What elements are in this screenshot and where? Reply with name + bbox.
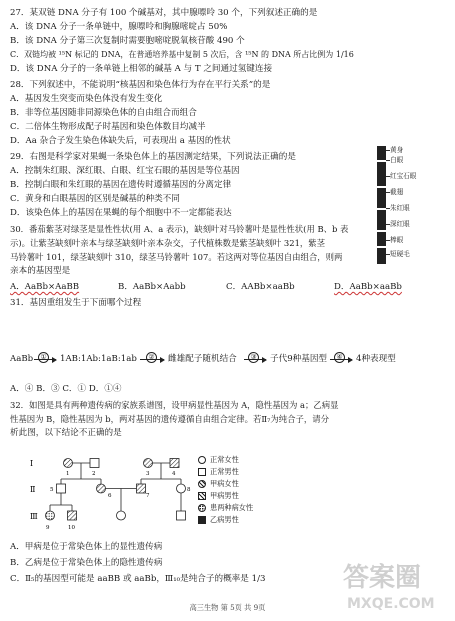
q27-stem: 27．某双链 DNA 分子有 100 个碱基对，其中腺嘌呤 30 个，下列叙述正确的是 [10,8,318,18]
q32-option-b: B．乙病是位于常染色体上的隐性遗传病 [10,558,163,568]
q29-stem: 29．右图是科学家对果蝇一条染色体上的基因测定结果，下列说法正确的是 [10,152,296,162]
q30-stem-line4: 亲本的基因型是 [10,266,71,276]
flow-step-number: ① [38,352,49,363]
q29-option-b: B．控制白眼和朱红眼的基因在遗传时遵循基因的分离定律 [10,180,232,190]
individual-5 [57,484,66,493]
q30-stem-line1: 30．番茄紫茎对绿茎是显性性状(用 A、a 表示)，缺刻叶对马铃薯叶是显性性状(用 B、b 表 [10,224,349,234]
svg-text:8: 8 [187,487,191,493]
individual-9 [46,511,55,520]
individual-child [177,511,186,520]
q29-option-d: D．该染色体上的基因在果蝇的每个细胞中不一定都能表达 [10,208,232,218]
normal-female-icon [198,456,206,464]
svg-text:6: 6 [108,493,112,499]
individual-6 [97,484,106,493]
chromosome-band [377,160,386,162]
svg-text:10: 10 [68,525,75,531]
gene-label: 深红眼 [390,220,410,228]
individual-4 [170,459,179,468]
flow-phenotypes: 4种表现型 [356,354,396,364]
svg-text:7: 7 [146,493,150,499]
q32-stem-line2: 性基因为 B，隐性基因为 b，两对基因的遗传遵循自由组合定律。若Ⅱ₇为纯合子，请分 [10,414,330,424]
chromosome-band [377,230,386,232]
generation-label: Ⅰ [30,459,34,468]
disease-a-male-icon [198,492,206,500]
svg-text:MXQE.COM: MXQE.COM [347,596,435,612]
q28-option-b: B．非等位基因随非同源染色体的自由组合而组合 [10,108,197,118]
chromosome-band [377,246,386,248]
chromosome-band [377,208,386,210]
individual-1 [64,459,73,468]
both-diseases-female-icon [198,504,206,512]
individual-2 [90,459,99,468]
generation-label: Ⅲ [30,512,38,521]
pedigree-legend: 正常女性 正常男性 甲病女性 甲病男性 患两种病女性 乙病男性 [198,455,318,535]
svg-text:3: 3 [146,471,150,477]
q31-options: A．④ B．③ C．① D．①④ [10,384,122,394]
flow-start: AaBb [10,354,34,364]
flow-step-number: ③ [248,352,259,363]
generation-label: Ⅱ [30,485,36,494]
svg-text:答案圈: 答案圈 [343,563,422,593]
q27-option-d: D．该 DNA 分子的一条单链上相邻的碱基 A 与 T 之间通过氢键连接 [10,64,273,74]
svg-text:5: 5 [50,487,54,493]
gene-label: 朱红眼 [390,204,410,212]
q32-stem-line3: 析此图，以下结论不正确的是 [10,428,122,438]
individual-8 [177,484,186,493]
q27-option-b: B．该 DNA 分子第三次复制时需要胞嘧啶脱氧核苷酸 490 个 [10,36,245,46]
disease-a-female-icon [198,480,206,488]
flow-step-number: ② [146,352,157,363]
q28-stem: 28．下列叙述中，不能说明“核基因和染色体行为存在平行关系”的是 [10,80,271,90]
q30-option-c: C．AABb×aaBb [226,282,295,292]
q28-option-c: C．二倍体生物形成配子时基因和染色体数目均减半 [10,122,206,132]
gene-label: 黄身 [390,146,404,154]
chromosome-band [377,186,386,188]
individual-7 [137,484,146,493]
q28-option-a: A．基因发生突变而染色体没有发生变化 [10,94,163,104]
gene-label: 红宝石眼 [390,172,417,180]
disease-b-male-icon [198,516,206,524]
svg-text:9: 9 [46,525,50,531]
gene-label: 短硬毛 [390,250,410,258]
flow-genotypes: 子代9种基因型 [270,354,328,364]
svg-text:4: 4 [172,471,176,477]
normal-male-icon [198,468,206,476]
q27-option-c: C．双链均被 ¹⁵N 标记的 DNA，在普通培养基中复制 5 次后，含 ¹⁵N 的 DNA 所占比例为 1/16 [10,50,354,59]
flow-step-number: ④ [334,352,345,363]
q29-option-c: C．黄身和白眼基因的区别是碱基的种类不同 [10,194,180,204]
flow-fertilization: 雌雄配子随机结合 [168,354,237,364]
q30-option-b: B．AaBb×Aabb [118,282,186,292]
gene-label: 棒眼 [390,236,404,244]
gene-label: 截翅 [390,188,404,196]
q32-stem-line1: 32．如图是具有两种遗传病的家族系谱图，设甲病显性基因为 A，隐性基因为 a；乙病显 [10,400,339,410]
flow-gametes: 1AB:1Ab:1aB:1ab [60,354,137,364]
individual-child [117,511,126,520]
q27-option-a: A．该 DNA 分子一条单链中，腺嘌呤和胸腺嘧啶占 50% [10,22,228,32]
q30-stem-line2: 示)。让紫茎缺刻叶亲本与绿茎缺刻叶亲本杂交，子代植株数是紫茎缺刻叶 321，紫茎 [10,238,326,248]
q29-option-a: A．控制朱红眼、深红眼、白眼、红宝石眼的基因是等位基因 [10,166,240,176]
q30-option-a: A．AaBb×AaBB [10,282,80,292]
page-footer: 高三生物 第 5页 共 9页 [189,603,266,612]
chromosome-gene-map [374,146,454,264]
q30-stem-line3: 马铃薯叶 101，绿茎缺刻叶 310，绿茎马铃薯叶 107。若这两对等位基因自由组合，则两 [10,252,343,262]
svg-text:1: 1 [66,471,70,477]
individual-3 [144,459,153,468]
gene-label: 白眼 [390,156,404,164]
svg-text:2: 2 [92,471,96,477]
q28-option-d: D．Aa 杂合子发生染色体缺失后，可表现出 a 基因的性状 [10,136,231,146]
individual-10 [68,511,77,520]
q32-option-c: C．Ⅱ₅的基因型可能是 aaBB 或 aaBb，Ⅲ₁₀是纯合子的概率是 1/3 [10,574,266,584]
q31-stem: 31．基因重组发生于下面哪个过程 [10,298,142,308]
q32-option-a: A．甲病是位于常染色体上的显性遗传病 [10,542,163,552]
q30-option-d: D．AaBb×aaBb [334,282,402,292]
watermark-logo [341,556,449,612]
